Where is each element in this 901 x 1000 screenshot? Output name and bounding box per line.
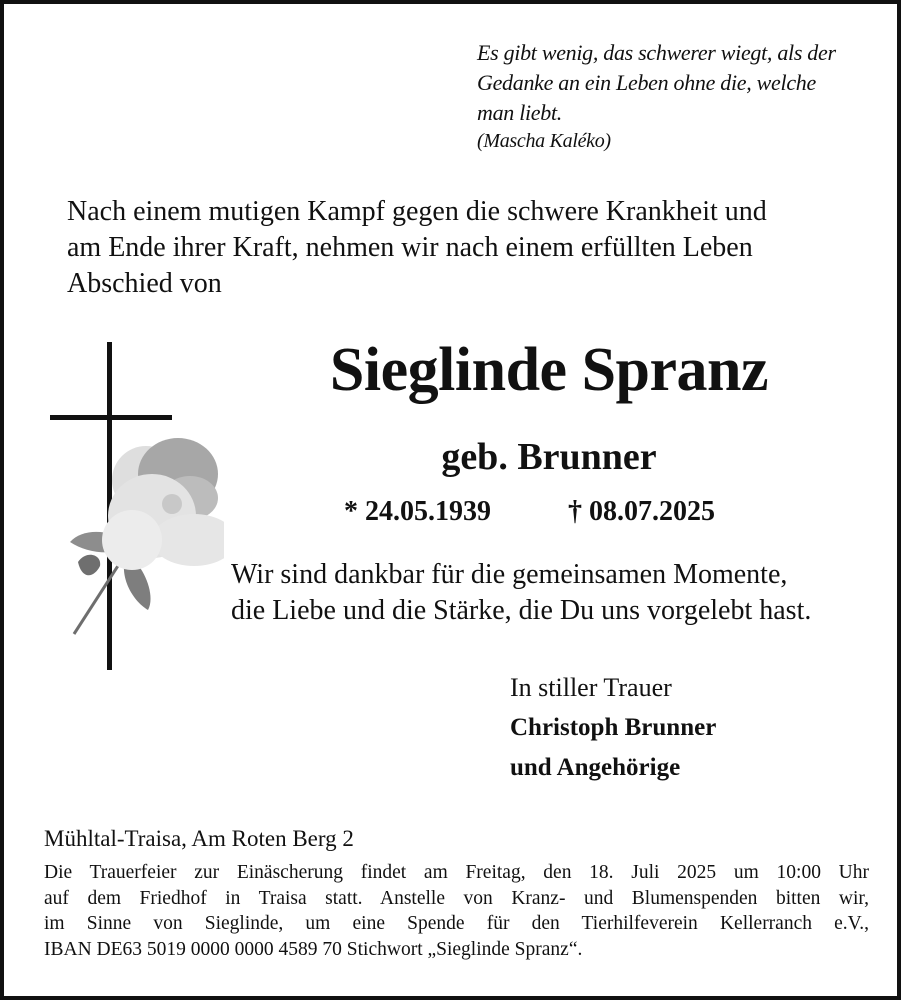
funeral-details (44, 860, 869, 962)
cross-with-rose-icon (44, 334, 224, 674)
deceased-name: Sieglinde Spranz (329, 336, 769, 404)
details-line: auf dem Friedhof in Traisa statt. Anstelle von Kranz- und Blumenspenden bitten wir, (44, 887, 869, 909)
intro-line: am Ende ihrer Kraft, nehmen wir nach einem erfüllten Leben (67, 232, 753, 263)
intro-line: Abschied von (67, 268, 222, 299)
birth-name: geb. Brunner (441, 436, 657, 478)
quote-line: Es gibt wenig, das schwerer wiegt, als der (477, 40, 836, 65)
details-line: Die Trauerfeier zur Einäscherung findet am Freitag, den 18. Juli 2025 um 10:00 Uhr (44, 862, 869, 883)
mourner-name: und Angehörige (510, 754, 681, 781)
intro-line: Nach einem mutigen Kampf gegen die schwere Krankheit und (67, 196, 767, 227)
quote-line: Gedanke an ein Leben ohne die, welche (477, 70, 816, 95)
signoff-intro: In stiller Trauer (510, 673, 672, 702)
birth-date: * 24.05.1939 (344, 496, 491, 527)
family-address: Mühltal-Traisa, Am Roten Berg 2 (44, 826, 354, 851)
mourner-name: Christoph Brunner (510, 714, 717, 741)
mourners-signoff (510, 668, 870, 788)
epigraph-quote (477, 38, 877, 154)
thanks-line: Wir sind dankbar für die gemeinsamen Momente, (231, 559, 788, 590)
thanks-text (231, 557, 871, 629)
intro-text (67, 194, 857, 302)
quote-author: (Mascha Kaléko) (477, 130, 611, 152)
quote-line: man liebt. (477, 100, 562, 125)
death-date: † 08.07.2025 (568, 496, 715, 527)
thanks-line: die Liebe und die Stärke, die Du uns vorgelebt hast. (231, 595, 812, 626)
details-line: im Sinne von Sieglinde, um eine Spende für den Tierhilfeverein Kellerranch e.V., (44, 913, 869, 934)
details-line: IBAN DE63 5019 0000 0000 4589 70 Stichwort „Sieglinde Spranz“. (44, 938, 583, 960)
